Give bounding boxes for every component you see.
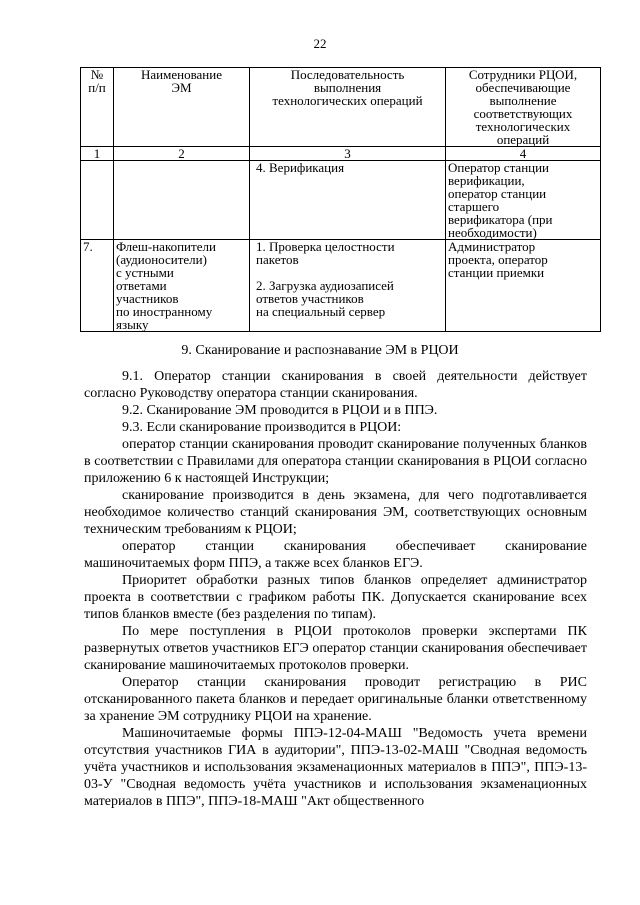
paragraph: 9.2. Сканирование ЭМ проводится в РЦОИ и в ППЭ.: [122, 403, 438, 418]
header-number: № п/п: [81, 68, 114, 147]
paragraph: оператор станции сканирования обеспечивает сканирование машиночитаемых форм ППЭ, а также всех бланков ЕГЭ.: [84, 539, 587, 571]
em-processing-table: [80, 67, 601, 332]
row-number: 7.: [81, 240, 114, 332]
paragraph: 9.1. Оператор станции сканирования в своей деятельности действует согласно Руководству оператора станции сканирования.: [84, 369, 587, 401]
table-row: [81, 240, 601, 332]
paragraph: По мере поступления в РЦОИ протоколов проверки экспертами ПК развернутых ответов участников ЕГЭ оператор станции сканирования обеспечивает сканирование машиночитаемых протоколов проверки.: [84, 624, 587, 673]
table-header-row: [81, 68, 601, 147]
column-number-1: 1: [81, 147, 114, 161]
column-number-4: 4: [446, 147, 601, 161]
table-row: [81, 161, 601, 240]
page-number: 22: [313, 36, 327, 51]
row-operations: 1. Проверка целостности пакетов 2. Загрузка аудиозаписей ответов участников на специальный сервер: [250, 240, 446, 332]
row-staff: Администратор проекта, оператор станции приемки: [446, 240, 601, 332]
paragraph: оператор станции сканирования проводит сканирование полученных бланков в соответствии с Правилами для оператора станции сканирования в РЦОИ согласно приложению 6 к настоящей Инструкции;: [84, 437, 587, 486]
row-staff: Оператор станции верификации, оператор станции старшего верификатора (при необходимости): [446, 161, 601, 240]
paragraph: Приоритет обработки разных типов бланков определяет администратор проекта в соответствии с графиком работы ПК. Допускается сканирование всех типов бланков вместе (без разделения по типам).: [84, 573, 587, 622]
table-numbering-row: [81, 147, 601, 161]
row-operations: 4. Верификация: [250, 161, 446, 240]
column-number-3: 3: [250, 147, 446, 161]
column-number-2: 2: [114, 147, 250, 161]
header-staff: Сотрудники РЦОИ, обеспечивающие выполнение соответствующих технологических операций: [446, 68, 601, 147]
row-em-name: Флеш-накопители (аудионосители) с устными ответами участников по иностранному языку: [114, 240, 250, 332]
paragraph: сканирование производится в день экзамена, для чего подготавливается необходимое количество станций сканирования ЭМ, соответствующих основным техническим требованиям к РЦОИ;: [84, 488, 587, 537]
header-em-name: Наименование ЭМ: [114, 68, 250, 147]
paragraph: Оператор станции сканирования проводит регистрацию в РИС отсканированного пакета бланков и передает оригинальные бланки ответственному за хранение ЭМ сотруднику РЦОИ на хранение.: [84, 675, 587, 724]
row-em-name: [114, 161, 250, 240]
section-heading: 9. Сканирование и распознавание ЭМ в РЦОИ: [181, 343, 459, 358]
header-operations: Последовательность выполнения технологических операций: [250, 68, 446, 147]
row-number: [81, 161, 114, 240]
body-text: [84, 368, 587, 810]
paragraph: 9.3. Если сканирование производится в РЦОИ:: [122, 420, 402, 435]
paragraph: Машиночитаемые формы ППЭ-12-04-МАШ "Ведомость учета времени отсутствия участников ГИА в аудитории", ППЭ-13-02-МАШ "Сводная ведомость учёта участников и использования экзаменационных материалов в ППЭ", ППЭ-13-03-У "Сводная ведомость учёта участников и использования экзаменационных материалов в ППЭ", ППЭ-18-МАШ "Акт общественного: [84, 726, 587, 809]
